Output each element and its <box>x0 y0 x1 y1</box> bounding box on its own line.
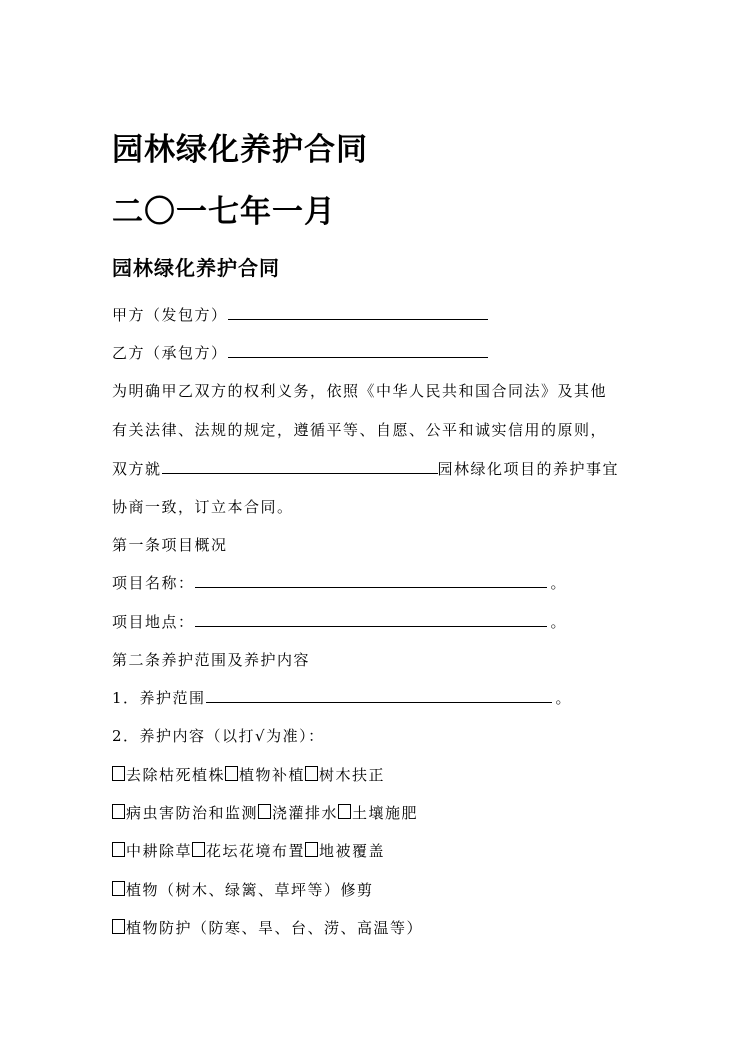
checkbox[interactable] <box>225 766 238 781</box>
scope-line <box>112 687 572 708</box>
option-protection: 植物防护（防寒、旱、台、涝、高温等） <box>126 919 424 937</box>
checkbox[interactable] <box>112 881 125 896</box>
checkmark-icon: √ <box>255 727 267 745</box>
intro-line-1: 为明确甲乙双方的权利义务，依照《中华人民共和国合同法》及其他 <box>112 382 608 400</box>
party-a-label: 甲方（发包方） <box>112 306 228 324</box>
option-ground-cover: 地被覆盖 <box>319 842 386 860</box>
document-date: 二〇一七年一月 <box>112 194 336 230</box>
party-b-line <box>112 342 488 363</box>
party-a-line <box>112 304 488 325</box>
article-2-heading: 第二条养护范围及养护内容 <box>112 651 311 669</box>
project-name-label: 项目名称： <box>112 574 195 592</box>
intro-3-suffix: 园林绿化项目的养护事宜 <box>437 460 620 478</box>
scope-label: 1．养护范围 <box>112 689 206 707</box>
option-replant: 植物补植 <box>239 766 306 784</box>
project-location-label: 项目地点： <box>112 613 195 631</box>
project-location-blank <box>195 612 547 627</box>
checkbox[interactable] <box>112 842 125 857</box>
option-fertilize: 土壤施肥 <box>352 804 419 822</box>
checkbox[interactable] <box>192 842 205 857</box>
project-name-period: 。 <box>550 574 568 592</box>
content-line <box>112 725 325 746</box>
content-suffix: 为准）： <box>266 727 325 745</box>
intro-line-2: 有关法律、法规的规定，遵循平等、自愿、公平和诚实信用的原则， <box>112 421 608 439</box>
scope-blank <box>206 688 552 703</box>
option-irrigation: 浇灌排水 <box>272 804 339 822</box>
scope-period: 。 <box>555 689 573 707</box>
option-flowerbed: 花坛花境布置 <box>206 842 306 860</box>
intro-line-3 <box>112 458 619 479</box>
checkbox[interactable] <box>305 766 318 781</box>
checkbox-row-5 <box>112 917 423 938</box>
checkbox-row-1 <box>112 764 385 785</box>
project-blank <box>162 459 438 474</box>
party-a-blank <box>228 305 488 320</box>
project-name-line <box>112 572 567 593</box>
project-name-blank <box>195 573 547 588</box>
option-weeding: 中耕除草 <box>126 842 193 860</box>
content-label: 2．养护内容（以打 <box>112 727 256 745</box>
checkbox-row-4 <box>112 879 374 900</box>
document-title: 园林绿化养护合同 <box>112 132 368 168</box>
checkbox[interactable] <box>305 842 318 857</box>
checkbox[interactable] <box>258 804 271 819</box>
intro-line-4: 协商一致，订立本合同。 <box>112 498 294 516</box>
checkbox[interactable] <box>112 766 125 781</box>
party-b-blank <box>228 343 488 358</box>
intro-3-prefix: 双方就 <box>112 460 162 478</box>
checkbox-row-3 <box>112 840 385 861</box>
checkbox[interactable] <box>112 919 125 934</box>
option-pruning: 植物（树木、绿篱、草坪等）修剪 <box>126 881 374 899</box>
party-b-label: 乙方（承包方） <box>112 344 228 362</box>
article-1-heading: 第一条项目概况 <box>112 536 228 554</box>
option-straighten: 树木扶正 <box>319 766 386 784</box>
project-location-period: 。 <box>550 613 568 631</box>
contract-heading: 园林绿化养护合同 <box>112 256 280 280</box>
checkbox-row-2 <box>112 802 418 823</box>
checkbox[interactable] <box>338 804 351 819</box>
checkbox[interactable] <box>112 804 125 819</box>
option-pest-control: 病虫害防治和监测 <box>126 804 259 822</box>
project-location-line <box>112 611 567 632</box>
option-remove-dead: 去除枯死植株 <box>126 766 226 784</box>
